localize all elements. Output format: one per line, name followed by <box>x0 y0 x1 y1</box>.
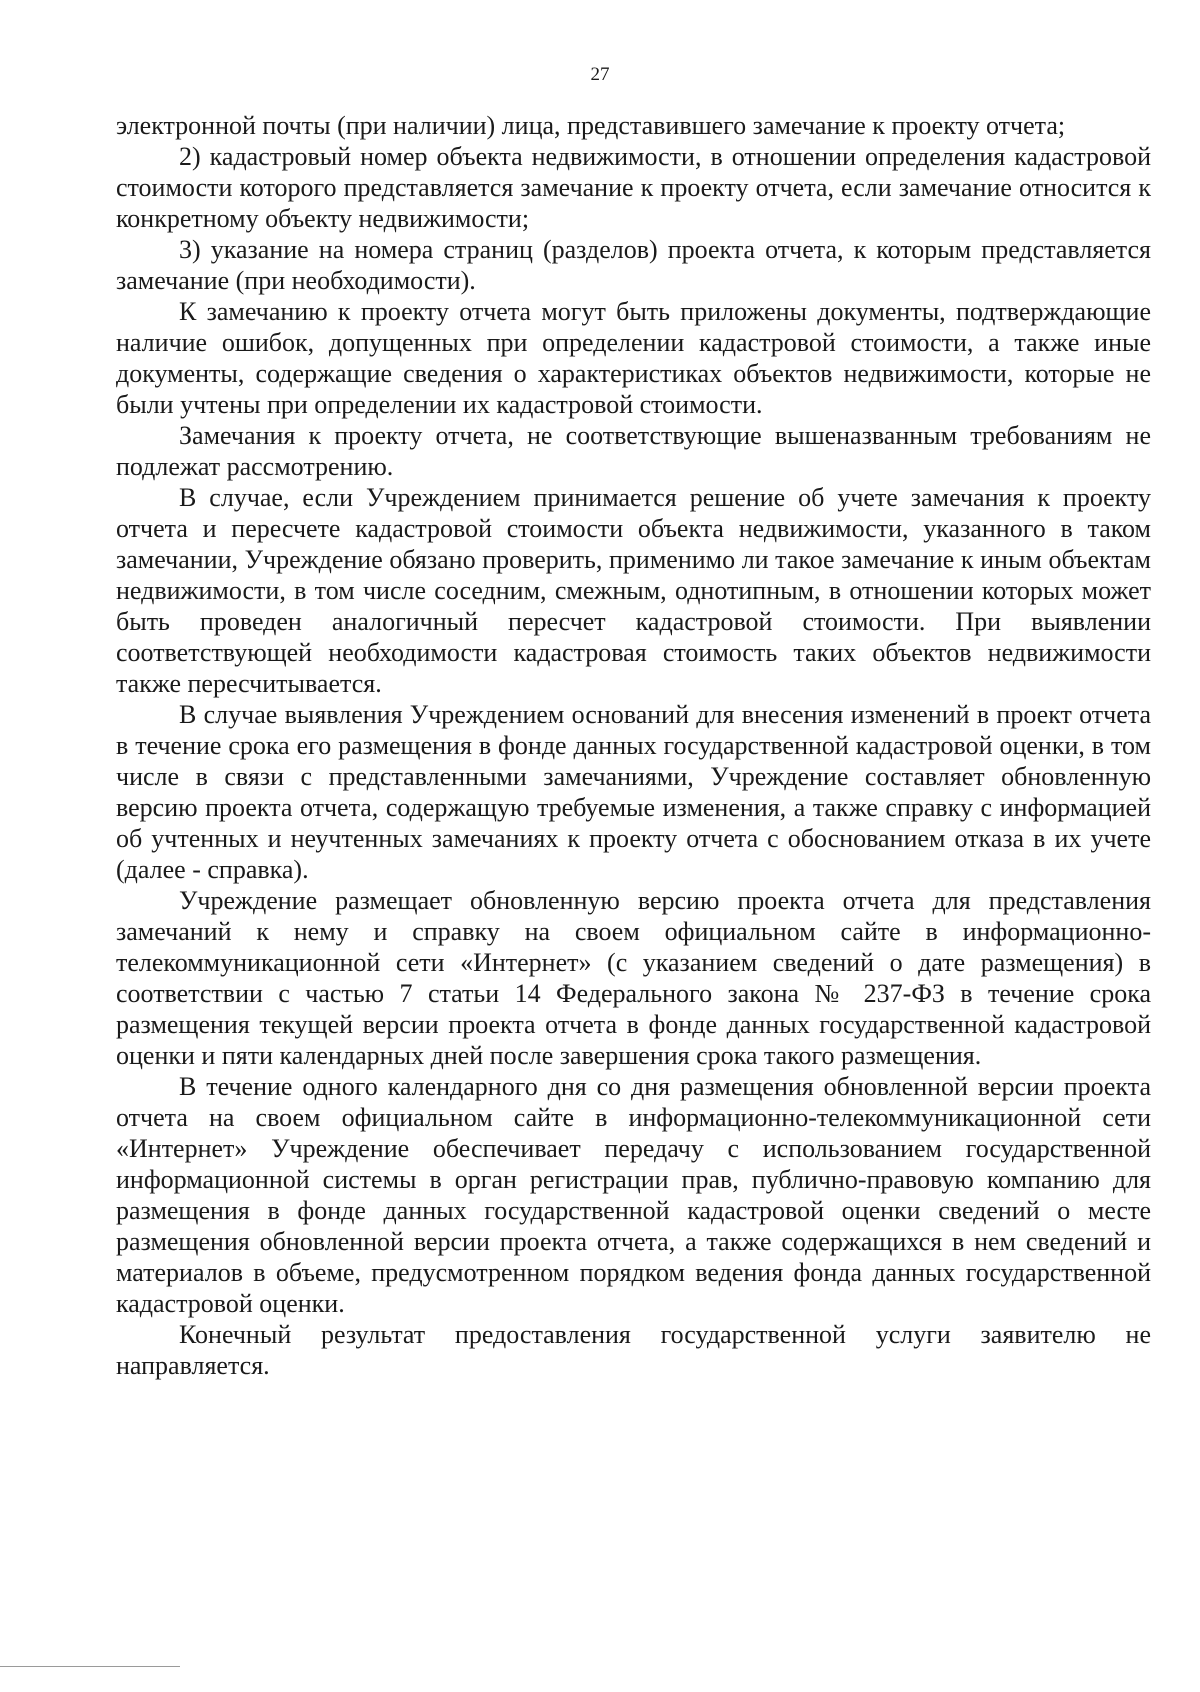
paragraph-final-result: Конечный результат предоставления государственной услуги заявителю не направляется. <box>116 1320 1151 1380</box>
page-number: 27 <box>590 64 610 85</box>
paragraph-item-3-page-numbers: 3) указание на номера страниц (разделов) проекта отчета, к которым представляется замечание (при необходимости). <box>116 235 1151 295</box>
scan-edge-line <box>0 1666 180 1668</box>
paragraph-email-continuation: электронной почты (при наличии) лица, представившего замечание к проекту отчета; <box>116 111 1066 140</box>
paragraph-publication: Учреждение размещает обновленную версию проекта отчета для представления замечаний к нему и справку на своем официальном сайте в информационно-телекоммуникационной сети «Интернет» (с указанием сведений о дате размещения) в соответствии с частью 7 статьи 14 Федерального закона № 237-ФЗ в течение срока размещения текущей версии проекта отчета в фонде данных государственной кадастровой оценки и пяти календарных дней после завершения срока такого размещения. <box>116 886 1151 1070</box>
document-text <box>116 110 1151 1381</box>
paragraph-attached-documents: К замечанию к проекту отчета могут быть приложены документы, подтверждающие наличие ошибок, допущенных при определении кадастровой стоимости, а также иные документы, содержащие сведения о характеристиках объектов недвижимости, которые не были учтены при определении их кадастровой стоимости. <box>116 297 1151 419</box>
paragraph-non-compliant-remarks: Замечания к проекту отчета, не соответствующие вышеназванным требованиям не подлежат рассмотрению. <box>116 421 1151 481</box>
paragraph-recalculation: В случае, если Учреждением принимается решение об учете замечания к проекту отчета и пересчете кадастровой стоимости объекта недвижимости, указанного в таком замечании, Учреждение обязано проверить, применимо ли такое замечание к иным объектам недвижимости, в том числе соседним, смежным, однотипным, в отношении которых может быть проведен аналогичный пересчет кадастровой стоимости. При выявлении соответствующей необходимости кадастровая стоимость таких объектов недвижимости также пересчитывается. <box>116 483 1151 698</box>
paragraph-updated-version: В случае выявления Учреждением оснований для внесения изменений в проект отчета в течение срока его размещения в фонде данных государственной кадастровой оценки, в том числе в связи с представленными замечаниями, Учреждение составляет обновленную версию проекта отчета, содержащую требуемые изменения, а также справку с информацией об учтенных и неучтенных замечаниях к проекту отчета с обоснованием отказа в их учете (далее - справка). <box>116 700 1151 884</box>
paragraph-transfer: В течение одного календарного дня со дня размещения обновленной версии проекта отчета на своем официальном сайте в информационно-телекоммуникационной сети «Интернет» Учреждение обеспечивает передачу с использованием государственной информационной системы в орган регистрации прав, публично-правовую компанию для размещения в фонде данных государственной кадастровой оценки сведений о месте размещения обновленной версии проекта отчета, а также содержащихся в нем сведений и материалов в объеме, предусмотренном порядком ведения фонда данных государственной кадастровой оценки. <box>116 1072 1151 1318</box>
paragraph-item-2-cadastral-number: 2) кадастровый номер объекта недвижимости, в отношении определения кадастровой стоимости которого представляется замечание к проекту отчета, если замечание относится к конкретному объекту недвижимости; <box>116 142 1151 233</box>
